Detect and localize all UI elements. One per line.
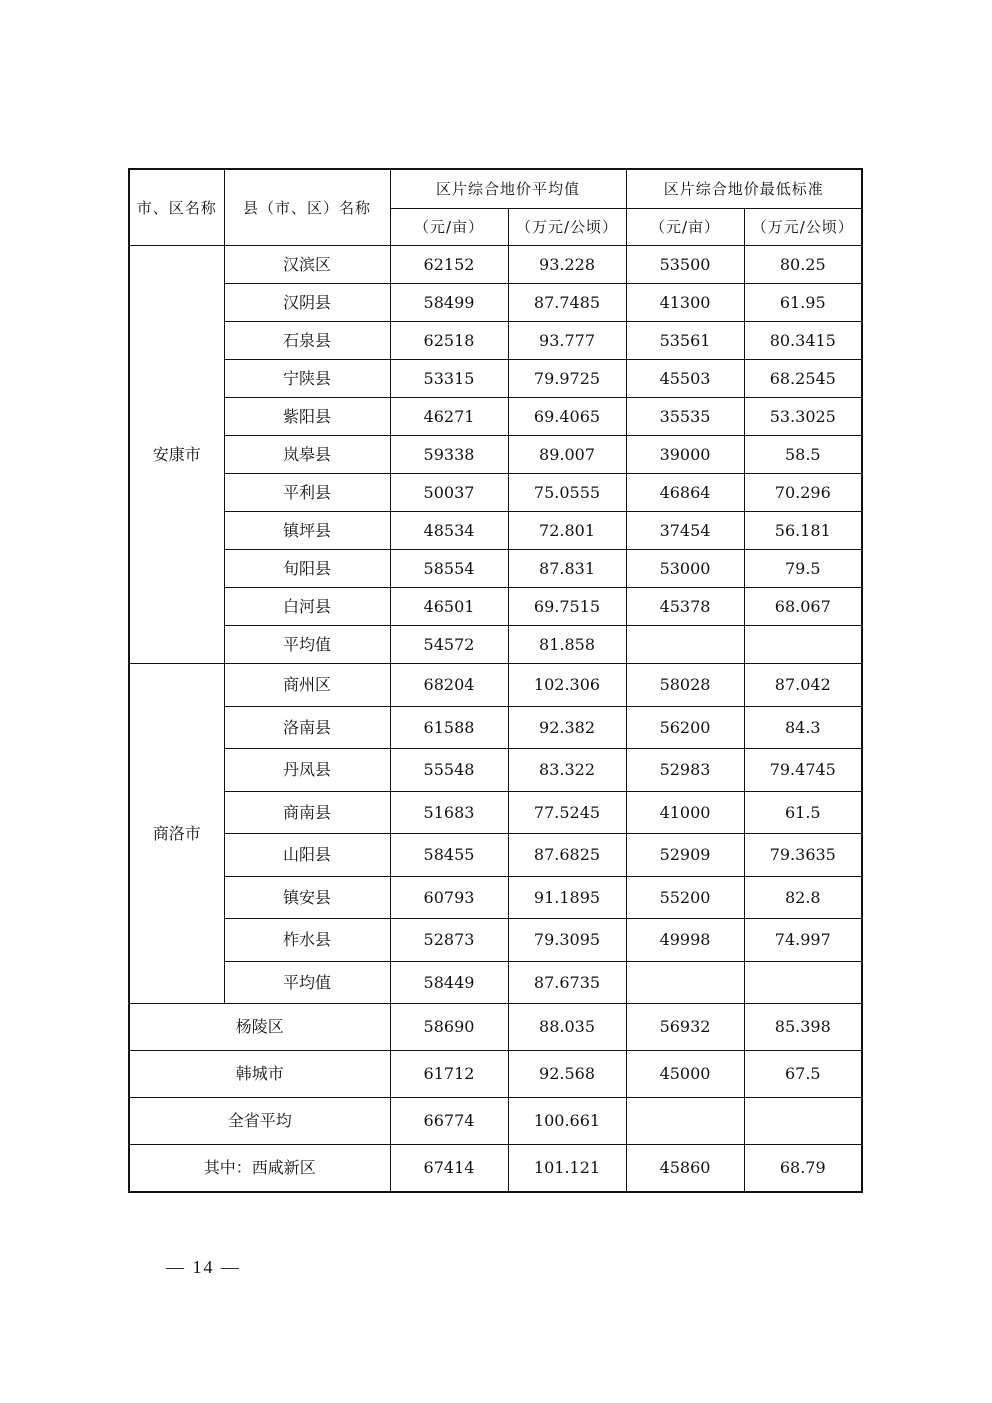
county-name-cell: 紫阳县	[224, 398, 390, 436]
table-row	[129, 919, 862, 962]
avg-mu-cell: 50037	[390, 474, 508, 512]
min-ha-cell: 53.3025	[744, 398, 862, 436]
avg-ha-cell: 87.6735	[508, 961, 626, 1004]
avg-mu-cell: 60793	[390, 876, 508, 919]
table-row	[129, 749, 862, 792]
min-ha-cell: 61.5	[744, 791, 862, 834]
min-ha-cell: 56.181	[744, 512, 862, 550]
county-name-cell: 丹凤县	[224, 749, 390, 792]
avg-mu-cell: 61588	[390, 706, 508, 749]
avg-ha-cell: 88.035	[508, 1004, 626, 1051]
min-mu-cell: 58028	[626, 664, 744, 707]
table-row	[129, 1004, 862, 1051]
region-name-cell: 韩城市	[129, 1051, 390, 1098]
table-row	[129, 512, 862, 550]
avg-mu-cell: 58499	[390, 284, 508, 322]
min-ha-cell: 68.067	[744, 588, 862, 626]
min-ha-cell: 82.8	[744, 876, 862, 919]
county-name-cell: 平均值	[224, 626, 390, 664]
avg-mu-cell: 53315	[390, 360, 508, 398]
table-row	[129, 284, 862, 322]
table-row	[129, 791, 862, 834]
table-row	[129, 961, 862, 1004]
avg-ha-cell: 93.228	[508, 246, 626, 284]
avg-ha-cell: 89.007	[508, 436, 626, 474]
county-name-cell: 柞水县	[224, 919, 390, 962]
min-mu-cell: 41300	[626, 284, 744, 322]
min-mu-cell: 52909	[626, 834, 744, 877]
min-ha-cell: 84.3	[744, 706, 862, 749]
avg-mu-cell: 58455	[390, 834, 508, 877]
min-ha-cell: 80.25	[744, 246, 862, 284]
page-number: — 14 —	[166, 1257, 241, 1277]
min-ha-cell: 85.398	[744, 1004, 862, 1051]
avg-ha-cell: 83.322	[508, 749, 626, 792]
avg-ha-cell: 72.801	[508, 512, 626, 550]
min-ha-cell: 61.95	[744, 284, 862, 322]
avg-ha-cell: 79.9725	[508, 360, 626, 398]
avg-ha-cell: 69.4065	[508, 398, 626, 436]
table-row	[129, 664, 862, 707]
county-name-cell: 镇坪县	[224, 512, 390, 550]
min-ha-cell: 79.4745	[744, 749, 862, 792]
avg-mu-cell: 59338	[390, 436, 508, 474]
avg-ha-cell: 93.777	[508, 322, 626, 360]
avg-ha-cell: 100.661	[508, 1098, 626, 1145]
header-min-unit-mu: （元/亩）	[626, 209, 744, 246]
county-name-cell: 镇安县	[224, 876, 390, 919]
header-min-group: 区片综合地价最低标准	[626, 169, 862, 209]
avg-ha-cell: 69.7515	[508, 588, 626, 626]
min-mu-cell: 52983	[626, 749, 744, 792]
header-avg-group: 区片综合地价平均值	[390, 169, 626, 209]
avg-ha-cell: 102.306	[508, 664, 626, 707]
table-row	[129, 550, 862, 588]
avg-mu-cell: 58554	[390, 550, 508, 588]
avg-ha-cell: 92.382	[508, 706, 626, 749]
county-name-cell: 岚皋县	[224, 436, 390, 474]
table-row	[129, 360, 862, 398]
min-mu-cell: 49998	[626, 919, 744, 962]
table-row	[129, 436, 862, 474]
min-mu-cell: 55200	[626, 876, 744, 919]
header-row-1	[129, 169, 862, 209]
avg-mu-cell: 58449	[390, 961, 508, 1004]
min-mu-cell: 45503	[626, 360, 744, 398]
county-name-cell: 商州区	[224, 664, 390, 707]
header-county: 县（市、区）名称	[224, 169, 390, 246]
min-mu-cell: 35535	[626, 398, 744, 436]
min-ha-cell: 74.997	[744, 919, 862, 962]
min-mu-cell: 53561	[626, 322, 744, 360]
avg-ha-cell: 92.568	[508, 1051, 626, 1098]
city-cell: 商洛市	[129, 664, 224, 1004]
avg-ha-cell: 79.3095	[508, 919, 626, 962]
min-ha-cell	[744, 1098, 862, 1145]
min-mu-cell	[626, 626, 744, 664]
table-row	[129, 626, 862, 664]
land-price-table	[128, 168, 863, 1193]
avg-mu-cell: 62518	[390, 322, 508, 360]
table-row	[129, 1051, 862, 1098]
min-ha-cell: 68.79	[744, 1145, 862, 1193]
avg-mu-cell: 48534	[390, 512, 508, 550]
avg-ha-cell: 87.7485	[508, 284, 626, 322]
avg-ha-cell: 75.0555	[508, 474, 626, 512]
min-mu-cell: 53000	[626, 550, 744, 588]
avg-mu-cell: 46501	[390, 588, 508, 626]
avg-mu-cell: 46271	[390, 398, 508, 436]
min-mu-cell: 39000	[626, 436, 744, 474]
table-row	[129, 246, 862, 284]
table-row	[129, 1145, 862, 1193]
region-name-cell: 全省平均	[129, 1098, 390, 1145]
county-name-cell: 汉滨区	[224, 246, 390, 284]
table-row	[129, 834, 862, 877]
avg-mu-cell: 66774	[390, 1098, 508, 1145]
header-avg-unit-ha: （万元/公顷）	[508, 209, 626, 246]
avg-mu-cell: 52873	[390, 919, 508, 962]
county-name-cell: 山阳县	[224, 834, 390, 877]
min-ha-cell: 80.3415	[744, 322, 862, 360]
min-ha-cell: 70.296	[744, 474, 862, 512]
county-name-cell: 旬阳县	[224, 550, 390, 588]
avg-mu-cell: 55548	[390, 749, 508, 792]
county-name-cell: 洛南县	[224, 706, 390, 749]
min-mu-cell: 45000	[626, 1051, 744, 1098]
city-cell: 安康市	[129, 246, 224, 664]
avg-mu-cell: 51683	[390, 791, 508, 834]
min-ha-cell: 79.3635	[744, 834, 862, 877]
min-mu-cell: 37454	[626, 512, 744, 550]
county-name-cell: 汉阴县	[224, 284, 390, 322]
avg-ha-cell: 87.6825	[508, 834, 626, 877]
avg-ha-cell: 87.831	[508, 550, 626, 588]
county-name-cell: 宁陕县	[224, 360, 390, 398]
min-ha-cell: 79.5	[744, 550, 862, 588]
min-mu-cell: 46864	[626, 474, 744, 512]
table-row	[129, 588, 862, 626]
min-ha-cell: 87.042	[744, 664, 862, 707]
table-row	[129, 706, 862, 749]
min-ha-cell: 67.5	[744, 1051, 862, 1098]
avg-mu-cell: 54572	[390, 626, 508, 664]
region-name-cell: 杨陵区	[129, 1004, 390, 1051]
min-ha-cell: 68.2545	[744, 360, 862, 398]
min-mu-cell: 41000	[626, 791, 744, 834]
county-name-cell: 平均值	[224, 961, 390, 1004]
avg-mu-cell: 68204	[390, 664, 508, 707]
min-ha-cell: 58.5	[744, 436, 862, 474]
county-name-cell: 平利县	[224, 474, 390, 512]
min-mu-cell: 56932	[626, 1004, 744, 1051]
table-row	[129, 322, 862, 360]
min-ha-cell	[744, 626, 862, 664]
county-name-cell: 石泉县	[224, 322, 390, 360]
min-ha-cell	[744, 961, 862, 1004]
avg-mu-cell: 67414	[390, 1145, 508, 1193]
region-name-cell: 其中：西咸新区	[129, 1145, 390, 1193]
min-mu-cell	[626, 1098, 744, 1145]
avg-ha-cell: 91.1895	[508, 876, 626, 919]
table-row	[129, 398, 862, 436]
avg-mu-cell: 62152	[390, 246, 508, 284]
county-name-cell: 白河县	[224, 588, 390, 626]
header-min-unit-ha: （万元/公顷）	[744, 209, 862, 246]
header-city: 市、区名称	[129, 169, 224, 246]
min-mu-cell: 56200	[626, 706, 744, 749]
avg-mu-cell: 58690	[390, 1004, 508, 1051]
table-row	[129, 1098, 862, 1145]
min-mu-cell: 45860	[626, 1145, 744, 1193]
min-mu-cell: 45378	[626, 588, 744, 626]
avg-ha-cell: 81.858	[508, 626, 626, 664]
avg-ha-cell: 101.121	[508, 1145, 626, 1193]
county-name-cell: 商南县	[224, 791, 390, 834]
avg-ha-cell: 77.5245	[508, 791, 626, 834]
table-row	[129, 474, 862, 512]
min-mu-cell: 53500	[626, 246, 744, 284]
table-row	[129, 876, 862, 919]
avg-mu-cell: 61712	[390, 1051, 508, 1098]
header-avg-unit-mu: （元/亩）	[390, 209, 508, 246]
min-mu-cell	[626, 961, 744, 1004]
